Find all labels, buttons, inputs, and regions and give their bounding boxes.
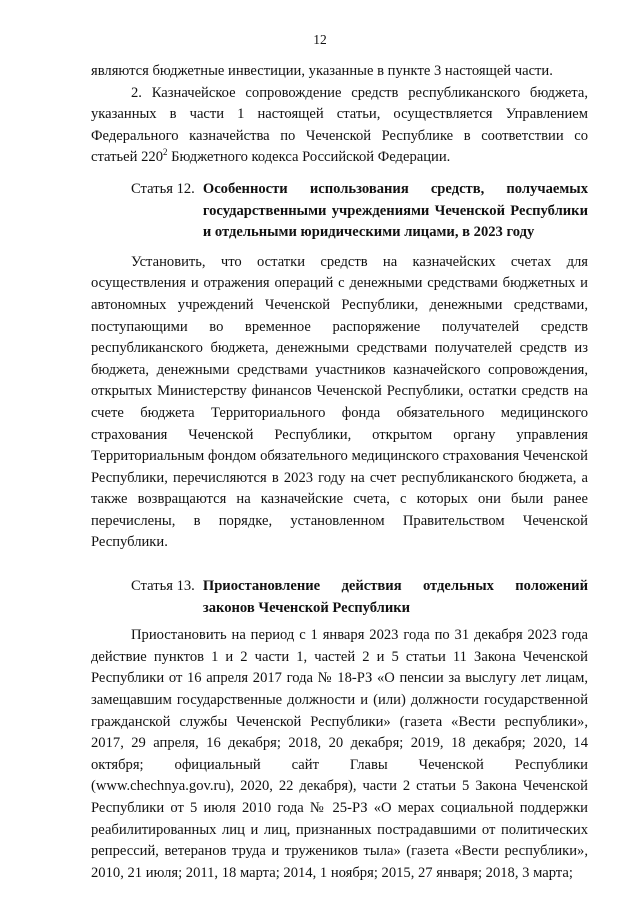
paragraph-2-text: 2. Казначейское сопровождение средств республиканского бюджета, указанных в части 1 настоящей статьи, осуществляется Управлением Федерального казначейства по Чеченской Республике в соответствии со статьей 220 [91,84,588,166]
article-13-title: Приостановление действия отдельных положений законов Чеченской Республики [202,578,588,616]
article-12-text: Установить, что остатки средств на казначейских счетах для осуществления и отражения операций с денежными средствами бюджетных и автономных учреждений Чеченской Республики, денежными средствами, поступающими во временное распоряжение получателей средств республиканского бюджета, денежными средствами получателей средств из бюджета, денежными средствами участников казначейского сопровождения, открытых Министерству финансов Чеченской Республики, остатки средств на счете бюджета Территориального фонда обязательного медицинского страхования Чеченской Республики, открытом органу управления Территориальным фондом обязательного медицинского страхования Чеченской Республики, перечисляются в 2023 году на счет республиканского бюджета, а также возвращаются на казначейские счета, с которых они были ранее перечислены, в порядке, установленном Правительством Чеченской Республики. [91,253,588,551]
article-13-heading [91,576,588,619]
document-body [91,61,588,884]
paragraph-2 [91,83,588,169]
article-12-label: Статья 12. [131,180,195,197]
paragraph-2-tail: Бюджетного кодекса Российской Федерации. [167,149,451,166]
page-number: 12 [313,32,327,47]
superscript: 2 [163,147,168,158]
article-12-title: Особенности использования средств, получаемых государственными учреждениями Чеченской Республики и отдельными юридическими лицами, в 2023 году [202,180,588,241]
article-13-label: Статья 13. [131,578,195,595]
article-13-text: Приостановить на период с 1 января 2023 года по 31 декабря 2023 года действие пунктов 1 и 2 части 1, частей 2 и 5 статьи 11 Закона Чеченской Республики от 16 апреля 2017 года № 18-РЗ «О пенсии за выслугу лет лицам, замещавшим государственные должности и (или) должности государственной гражданской службы Чеченской Республики» (газета «Вести республики», 2017, 29 апреля, 16 декабря; 2018, 20 декабря; 2019, 18 декабря; 2020, 14 октября; официальный сайт Главы Чеченской Республики (www.chechnya.gov.ru), 2020, 22 декабря), части 2 статьи 5 Закона Чеченской Республики от 5 июля 2010 года № 25-РЗ «О мерах социальной поддержки реабилитированных лиц и лиц, признанных пострадавшими от политических репрессий, ветеранов труда и тружеников тыла» (газета «Вести республики», 2010, 21 июля; 2011, 18 марта; 2014, 1 ноября; 2015, 27 января; 2018, 3 марта; [91,627,588,881]
article-12-heading [91,179,588,244]
paragraph-continuation: являются бюджетные инвестиции, указанные в пункте 3 настоящей части. [91,63,553,79]
